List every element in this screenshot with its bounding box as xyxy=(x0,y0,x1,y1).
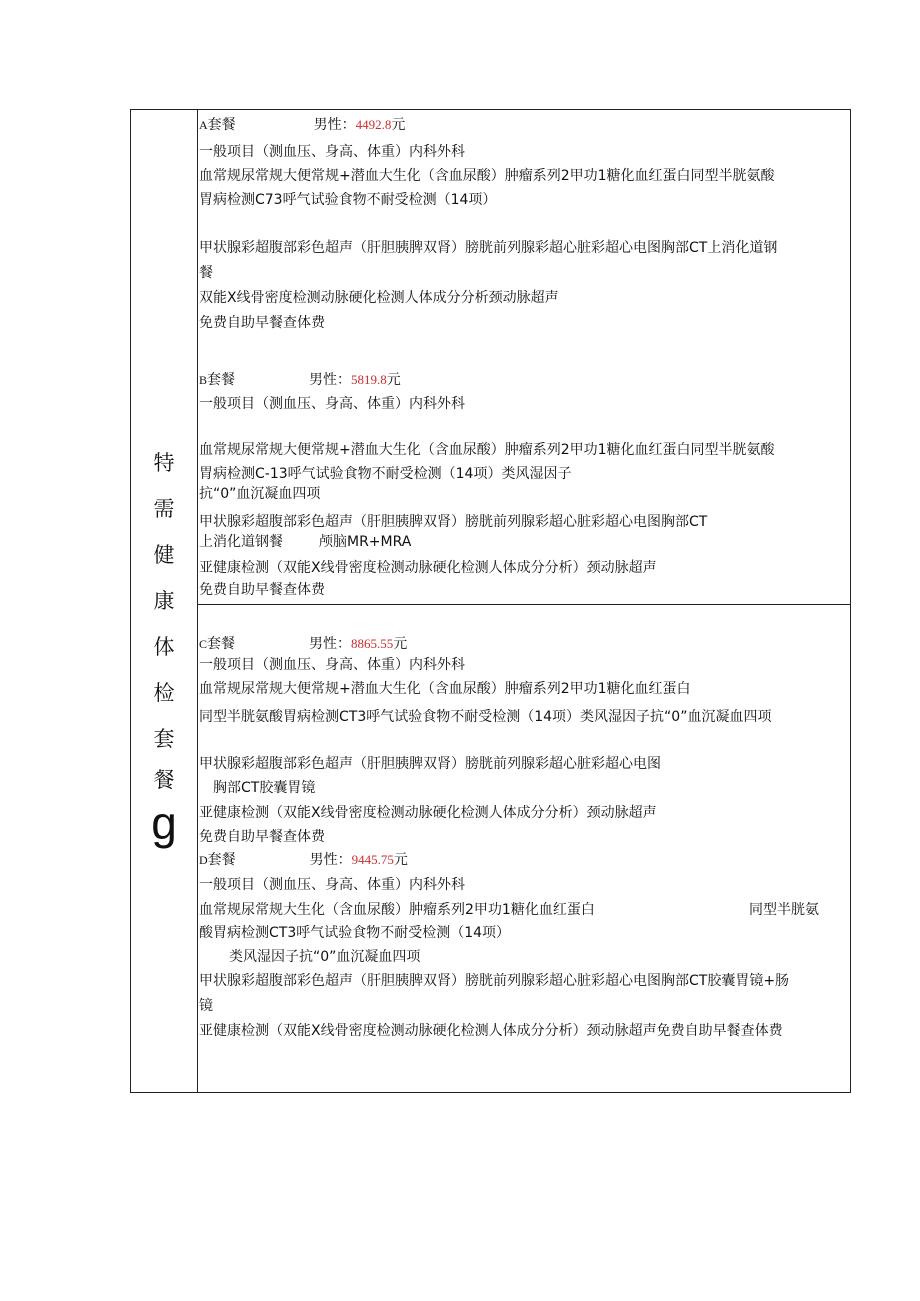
gender-label: 男性： xyxy=(309,636,352,652)
package-item-line: 免费自助早餐查体费 xyxy=(199,315,325,331)
package-b-header xyxy=(199,370,401,390)
package-item-line: 抗“0”血沉凝血四项 xyxy=(199,486,321,502)
side-title-char: g xyxy=(151,797,177,849)
side-title-char: 餐 xyxy=(153,768,175,792)
package-item-line: 亚健康检测（双能X线骨密度检测动脉硬化检测人体成分分析）颈动脉超声 xyxy=(199,560,657,576)
package-item-line: 餐 xyxy=(199,265,213,281)
package-item-line: 胃病检测C73呼气试验食物不耐受检测（14项） xyxy=(199,192,497,208)
price-unit: 元 xyxy=(393,636,408,652)
package-letter: D xyxy=(199,853,208,867)
price-unit: 元 xyxy=(386,372,401,388)
package-item-line: 一般项目（测血压、身高、体重）内科外科 xyxy=(199,396,465,412)
package-table xyxy=(130,109,851,1093)
package-item-line: 甲状腺彩超腹部彩色超声（肝胆胰脾双肾）膀胱前列腺彩超心脏彩超心电图胸部CT胶囊胃镜+肠 xyxy=(199,973,790,989)
package-item-text: 上消化道钢餐 xyxy=(199,534,283,550)
side-title xyxy=(131,440,197,849)
package-item-line: 胸部CT胶囊胃镜 xyxy=(213,780,316,796)
price-unit: 元 xyxy=(391,117,406,133)
package-price: 9445.75 xyxy=(351,852,394,867)
price-unit: 元 xyxy=(393,852,408,868)
package-item-line: 酸胃病检测CT3呼气试验食物不耐受检测（14项） xyxy=(199,925,511,941)
package-item-line: 甲状腺彩超腹部彩色超声（肝胆胰脾双肾）膀胱前列腺彩超心脏彩超心电图 xyxy=(199,756,661,772)
package-item-text: 颅脑MR+MRA xyxy=(319,534,412,550)
side-title-char: 检 xyxy=(153,681,175,705)
package-item-line: 胃病检测C-13呼气试验食物不耐受检测（14项）类风湿因子 xyxy=(199,466,572,482)
package-item-line: 同型半胱氨 xyxy=(749,902,819,918)
side-title-char: 套 xyxy=(153,727,175,751)
package-name: 套餐 xyxy=(207,636,236,652)
side-title-char: 需 xyxy=(153,497,175,521)
package-item-line: 血常规尿常规大生化（含血尿酸）肿瘤系列2甲功1糖化血红蛋白 xyxy=(199,902,595,918)
package-name: 套餐 xyxy=(207,117,236,133)
package-name: 套餐 xyxy=(207,372,236,388)
package-item-line xyxy=(199,532,411,552)
package-a-header xyxy=(199,115,405,135)
package-item-line: 血常规尿常规大便常规+潜血大生化（含血尿酸）肿瘤系列2甲功1糖化血红蛋白同型半胱氨酸 xyxy=(199,168,775,184)
package-item-line: 甲状腺彩超腹部彩色超声（肝胆胰脾双肾）膀胱前列腺彩超心脏彩超心电图胸部CT xyxy=(199,514,708,530)
package-d-header xyxy=(199,850,408,870)
package-item-line: 同型半胱氨酸胃病检测CT3呼气试验食物不耐受检测（14项）类风湿因子抗“0”血沉凝血四项 xyxy=(199,709,772,725)
side-title-char: 特 xyxy=(153,451,175,475)
package-price: 8865.55 xyxy=(351,636,394,651)
package-letter: B xyxy=(199,373,208,387)
package-c-header xyxy=(199,634,407,654)
package-item-line: 亚健康检测（双能X线骨密度检测动脉硬化检测人体成分分析）颈动脉超声 xyxy=(199,805,657,821)
package-item-line: 镜 xyxy=(199,998,213,1014)
package-item-line: 血常规尿常规大便常规+潜血大生化（含血尿酸）肿瘤系列2甲功1糖化血红蛋白同型半胱氨酸 xyxy=(199,442,775,458)
package-item-line: 类风湿因子抗“0”血沉凝血四项 xyxy=(229,949,421,965)
column-divider xyxy=(197,110,198,1092)
package-item-line: 一般项目（测血压、身高、体重）内科外科 xyxy=(199,144,465,160)
package-item-line: 亚健康检测（双能X线骨密度检测动脉硬化检测人体成分分析）颈动脉超声免费自助早餐查体费 xyxy=(199,1023,783,1039)
package-price: 4492.8 xyxy=(355,117,392,132)
side-title-char: 体 xyxy=(153,635,175,659)
gender-label: 男性： xyxy=(313,117,356,133)
package-letter: A xyxy=(199,118,208,132)
package-price: 5819.8 xyxy=(351,372,387,387)
package-item-line: 免费自助早餐查体费 xyxy=(199,582,325,598)
row-divider xyxy=(197,604,850,605)
package-item-line: 双能X线骨密度检测动脉硬化检测人体成分分析颈动脉超声 xyxy=(199,290,559,306)
package-item-line: 血常规尿常规大便常规+潜血大生化（含血尿酸）肿瘤系列2甲功1糖化血红蛋白 xyxy=(199,681,691,697)
package-item-line: 甲状腺彩超腹部彩色超声（肝胆胰脾双肾）膀胱前列腺彩超心脏彩超心电图胸部CT上消化道钢 xyxy=(199,240,778,256)
side-title-char: 健 xyxy=(153,543,175,567)
package-item-line: 免费自助早餐查体费 xyxy=(199,829,325,845)
package-letter: C xyxy=(199,637,208,651)
side-title-char: 康 xyxy=(153,589,175,613)
package-name: 套餐 xyxy=(207,852,236,868)
gender-label: 男性： xyxy=(309,852,352,868)
package-item-line: 一般项目（测血压、身高、体重）内科外科 xyxy=(199,657,465,673)
gender-label: 男性： xyxy=(309,372,352,388)
package-item-line: 一般项目（测血压、身高、体重）内科外科 xyxy=(199,877,465,893)
